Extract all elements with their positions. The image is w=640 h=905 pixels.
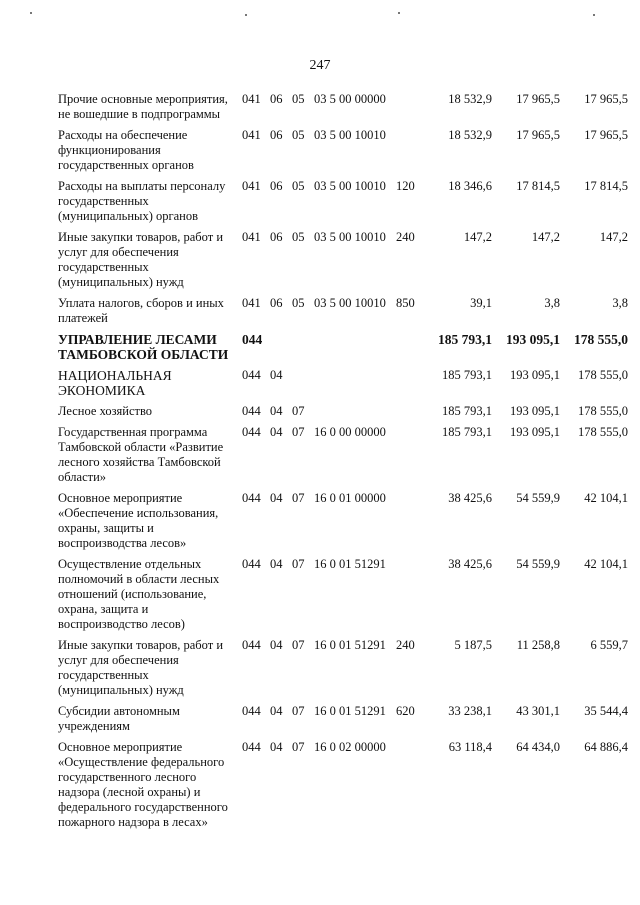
row-section-code (270, 332, 292, 368)
row-name: Иные закупки товаров, работ и услуг для обеспечения государственных (муниципальных) нужд (58, 638, 224, 697)
row-subsection-code: 05 (292, 128, 305, 142)
row-target-article-code (314, 332, 396, 368)
row-section-code: 06 (270, 92, 283, 106)
row-section-code: 04 (270, 425, 283, 439)
table-row (58, 128, 628, 179)
row-name: Расходы на выплаты персоналу государственных (муниципальных) органов (58, 179, 226, 223)
row-value-year-3: 178 555,0 (578, 425, 628, 439)
scan-speck (30, 12, 32, 14)
row-expense-type-code: 620 (396, 704, 415, 718)
row-target-article-code: 03 5 00 10010 (314, 179, 386, 193)
row-section-code: 04 (270, 404, 283, 418)
row-value-year-2: 193 095,1 (510, 368, 560, 382)
row-name: Лесное хозяйство (58, 404, 153, 418)
row-expense-type-code: 850 (396, 296, 415, 310)
row-value-year-2: 54 559,9 (516, 491, 560, 505)
row-glav-code: 041 (242, 230, 261, 244)
row-value-year-3: 35 544,4 (584, 704, 628, 718)
row-value-year-3: 17 965,5 (584, 92, 628, 106)
row-glav-code: 044 (242, 425, 261, 439)
row-value-year-3: 178 555,0 (578, 404, 628, 418)
row-glav-code: 041 (242, 296, 261, 310)
row-section-code: 04 (270, 557, 283, 571)
row-value-year-3: 3,8 (612, 296, 628, 310)
table-row (58, 638, 628, 704)
row-subsection-code: 07 (292, 704, 305, 718)
row-value-year-2: 3,8 (544, 296, 560, 310)
row-name: Расходы на обеспечение функционирования государственных органов (58, 128, 194, 172)
row-value-year-1: 38 425,6 (448, 491, 492, 505)
row-target-article-code: 16 0 02 00000 (314, 740, 386, 754)
row-expense-type-code: 120 (396, 179, 415, 193)
row-value-year-1: 18 532,9 (448, 128, 492, 142)
row-name: Основное мероприятие «Обеспечение использования, охраны, защиты и воспроизводства лесов» (58, 491, 219, 550)
row-expense-type-code: 240 (396, 638, 415, 652)
row-target-article-code: 16 0 01 51291 (314, 557, 386, 571)
row-value-year-3: 42 104,1 (584, 557, 628, 571)
row-target-article-code (314, 404, 396, 425)
row-target-article-code: 16 0 01 51291 (314, 704, 386, 718)
row-target-article-code: 16 0 01 00000 (314, 491, 386, 505)
row-section-code: 04 (270, 638, 283, 652)
row-value-year-2: 17 965,5 (516, 128, 560, 142)
row-value-year-1: 63 118,4 (448, 740, 492, 754)
row-value-year-2: 193 095,1 (506, 332, 560, 347)
row-name: Осуществление отдельных полномочий в области лесных отношений (использование, охрана, защита и воспроизводство лесов) (58, 557, 220, 631)
table-row (58, 230, 628, 296)
row-value-year-1: 18 532,9 (448, 92, 492, 106)
row-value-year-1: 185 793,1 (442, 368, 492, 382)
row-glav-code: 044 (242, 332, 263, 347)
row-value-year-2: 17 965,5 (516, 92, 560, 106)
row-section-code: 04 (270, 704, 283, 718)
table-row (58, 557, 628, 638)
row-glav-code: 041 (242, 128, 261, 142)
row-value-year-1: 185 793,1 (438, 332, 492, 347)
row-name: НАЦИОНАЛЬНАЯ ЭКОНОМИКА (58, 368, 172, 398)
row-value-year-3: 178 555,0 (578, 368, 628, 382)
row-target-article-code: 03 5 00 10010 (314, 230, 386, 244)
row-name: Государственная программа Тамбовской области «Развитие лесного хозяйства Тамбовской области» (58, 425, 224, 484)
row-value-year-1: 5 187,5 (454, 638, 492, 652)
scan-speck (398, 12, 400, 14)
row-value-year-2: 193 095,1 (510, 425, 560, 439)
row-value-year-2: 17 814,5 (516, 179, 560, 193)
row-value-year-2: 11 258,8 (516, 638, 560, 652)
row-expense-type-code (396, 404, 424, 425)
row-subsection-code: 07 (292, 638, 305, 652)
row-value-year-1: 33 238,1 (448, 704, 492, 718)
row-expense-type-code (396, 425, 424, 491)
row-target-article-code: 16 0 00 00000 (314, 425, 386, 439)
row-glav-code: 044 (242, 491, 261, 505)
row-value-year-2: 43 301,1 (516, 704, 560, 718)
row-value-year-2: 64 434,0 (516, 740, 560, 754)
row-expense-type-code (396, 557, 424, 638)
row-section-code: 06 (270, 230, 283, 244)
row-subsection-code (292, 368, 314, 404)
row-value-year-3: 42 104,1 (584, 491, 628, 505)
row-target-article-code: 16 0 01 51291 (314, 638, 386, 652)
scan-speck (593, 14, 595, 16)
table-row (58, 179, 628, 230)
row-value-year-1: 38 425,6 (448, 557, 492, 571)
row-section-code: 04 (270, 368, 283, 382)
table-row (58, 92, 628, 128)
row-glav-code: 041 (242, 92, 261, 106)
row-subsection-code: 05 (292, 92, 305, 106)
row-name: Субсидии автономным учреждениям (58, 704, 180, 733)
row-value-year-3: 64 886,4 (584, 740, 628, 754)
row-glav-code: 044 (242, 704, 261, 718)
row-subsection-code: 07 (292, 740, 305, 754)
row-value-year-3: 178 555,0 (574, 332, 628, 347)
row-value-year-1: 147,2 (463, 230, 492, 244)
row-subsection-code (292, 332, 314, 368)
row-value-year-2: 54 559,9 (516, 557, 560, 571)
row-expense-type-code (396, 92, 424, 128)
row-value-year-3: 17 965,5 (584, 128, 628, 142)
row-name: Основное мероприятие «Осуществление федерального государственного лесного надзора (лесной охраны) и федерального государственного пожарного надзора в лесах» (58, 740, 228, 829)
row-subsection-code: 07 (292, 404, 305, 418)
row-target-article-code: 03 5 00 00000 (314, 92, 386, 106)
table-row (58, 368, 628, 404)
row-subsection-code: 05 (292, 296, 305, 310)
row-name: Уплата налогов, сборов и иных платежей (58, 296, 224, 325)
row-section-code: 04 (270, 740, 283, 754)
row-glav-code: 044 (242, 557, 261, 571)
row-value-year-3: 6 559,7 (590, 638, 628, 652)
row-value-year-2: 147,2 (531, 230, 560, 244)
row-value-year-2: 193 095,1 (510, 404, 560, 418)
row-glav-code: 044 (242, 638, 261, 652)
row-glav-code: 041 (242, 179, 261, 193)
row-subsection-code: 05 (292, 230, 305, 244)
row-target-article-code: 03 5 00 10010 (314, 128, 386, 142)
row-section-code: 06 (270, 179, 283, 193)
row-expense-type-code (396, 491, 424, 557)
row-value-year-1: 39,1 (470, 296, 492, 310)
row-glav-code: 044 (242, 740, 261, 754)
row-value-year-1: 18 346,6 (448, 179, 492, 193)
table-row (58, 704, 628, 740)
table-row (58, 425, 628, 491)
page-number: 247 (309, 58, 331, 73)
table-row (58, 332, 628, 368)
row-subsection-code: 07 (292, 425, 305, 439)
table-row (58, 740, 628, 836)
row-name: Иные закупки товаров, работ и услуг для обеспечения государственных (муниципальных) нужд (58, 230, 224, 289)
row-section-code: 06 (270, 296, 283, 310)
scan-speck (245, 14, 247, 16)
row-target-article-code (314, 368, 396, 404)
row-name: УПРАВЛЕНИЕ ЛЕСАМИ ТАМБОВСКОЙ ОБЛАСТИ (58, 332, 229, 362)
table-row (58, 491, 628, 557)
row-name: Прочие основные мероприятия, не вошедшие в подпрограммы (58, 92, 228, 121)
row-section-code: 06 (270, 128, 283, 142)
row-value-year-3: 147,2 (599, 230, 628, 244)
row-value-year-3: 17 814,5 (584, 179, 628, 193)
budget-table (58, 92, 628, 836)
row-section-code: 04 (270, 491, 283, 505)
row-expense-type-code (396, 368, 424, 404)
row-value-year-1: 185 793,1 (442, 425, 492, 439)
row-glav-code: 044 (242, 404, 261, 418)
row-subsection-code: 07 (292, 491, 305, 505)
row-expense-type-code (396, 332, 424, 368)
row-subsection-code: 07 (292, 557, 305, 571)
table-row (58, 296, 628, 332)
row-expense-type-code (396, 128, 424, 179)
table-row (58, 404, 628, 425)
row-expense-type-code (396, 740, 424, 836)
row-subsection-code: 05 (292, 179, 305, 193)
row-value-year-1: 185 793,1 (442, 404, 492, 418)
row-glav-code: 044 (242, 368, 261, 382)
row-expense-type-code: 240 (396, 230, 415, 244)
row-target-article-code: 03 5 00 10010 (314, 296, 386, 310)
